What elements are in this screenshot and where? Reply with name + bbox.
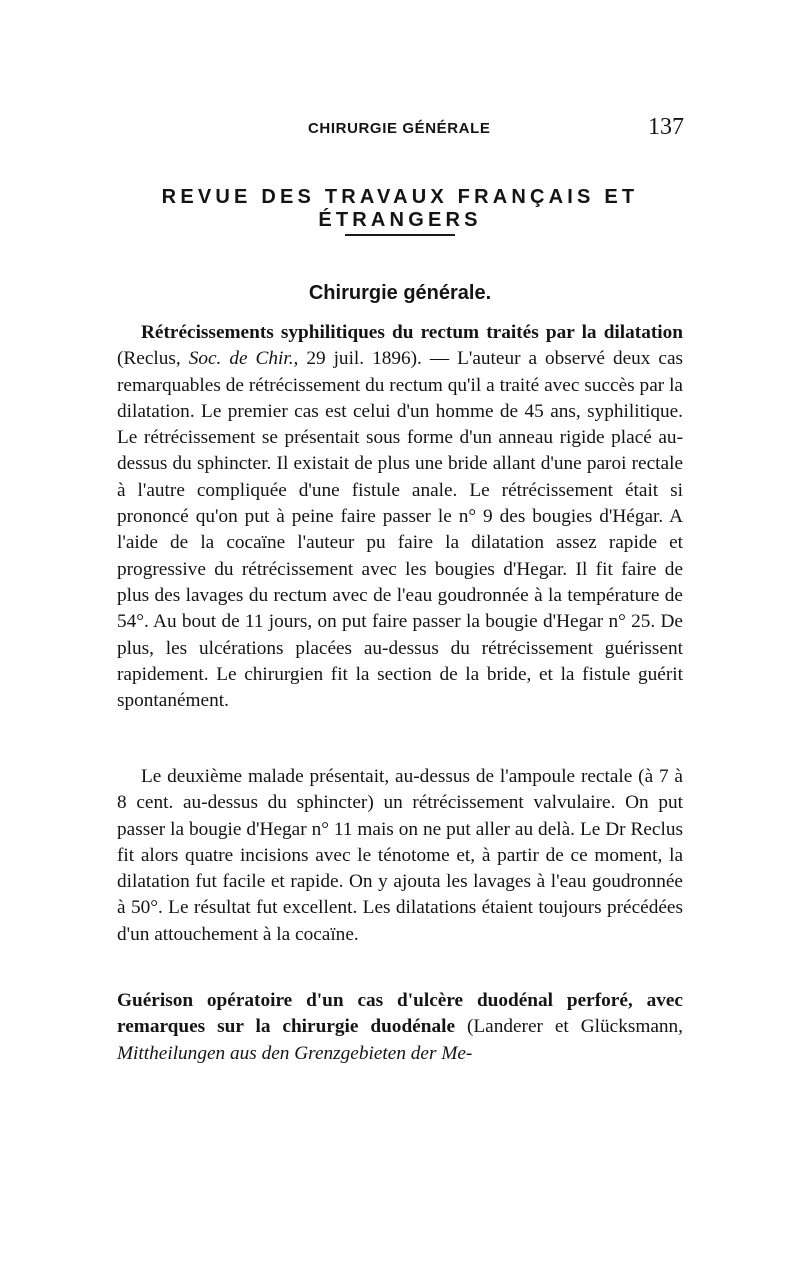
article-1-paragraph-1-text: L'auteur a observé deux cas remarquables de rétrécissement du rectum qu'il a traité avec succès par la dilatation. Le premier cas est celui d'un homme de 45 ans, syphilitique. Le rétrécissement se présentait sous forme d'un anneau rigide placé au-dessus du sphincter. Il existait de plus une bride allant d'une paroi rectale à l'autre compliquée d'une fistule anale. Le rétrécissement était si prononcé qu'on put à peine faire passer le n° 9 des bougies d'Hégar. A l'aide de la cocaïne l'auteur pu faire la dilatation assez rapide et progressive du rétrécissement avec les bougies d'Hegar. Il fit faire de plus des lavages du rectum avec de l'eau goudronnée à la température de 54°. Au bout de 11 jours, on put faire passer la bougie d'Hegar n° 25. De plus, les ulcérations placées au-dessus du rétrécissement guérissent rapidement. Le chirurgien fit la section de la bride, et la fistule guérit spontanément. [117,348,684,712]
article-2-paragraph-1 [117,988,683,1067]
article-2-journal: Mittheilungen aus den Grenzgebieten der Me- [117,1042,473,1064]
page-number: 137 [648,114,684,140]
article-2-title: Guérison opératoire d'un cas d'ulcère duodénal perforé, avec remarques sur la chirurgie duodénale [117,990,683,1038]
article-1-title: Rétrécissements syphilitiques du rectum traités par la dilatation [141,322,683,343]
article-1-paragraph-1 [117,320,683,714]
running-head [118,116,684,144]
article-1-paragraph-2 [117,764,683,948]
subsection-title: Chirurgie générale. [308,282,492,304]
title-rule [345,234,455,236]
article-1-citation-open: (Reclus, [117,348,189,370]
article-1-citation-close: , 29 juil. 1896). — [293,348,458,370]
article-1-paragraph-2-text: Le deuxième malade présentait, au-dessus de l'ampoule rectale (à 7 à 8 cent. au-dessus du sphincter) un rétrécissement valvulaire. On put passer la bougie d'Hegar n° 11 mais on ne put aller au delà. Le Dr Reclus fit alors quatre incisions avec le ténotome et, à partir de ce moment, la dilatation fut facile et rapide. On y ajouta les lavages à l'eau goudronnée à 50°. Le résultat fut excellent. Les dilatations étaient toujours précédées d'un attouchement à la cocaïne. [117,766,683,945]
running-title: CHIRURGIE GÉNÉRALE [308,120,491,137]
section-title: REVUE DES TRAVAUX FRANÇAIS ET ÉTRANGERS [161,186,639,231]
article-1-journal: Soc. de Chir. [188,348,294,370]
article-2-citation-open: (Landerer et Glücksmann, [455,1016,683,1038]
